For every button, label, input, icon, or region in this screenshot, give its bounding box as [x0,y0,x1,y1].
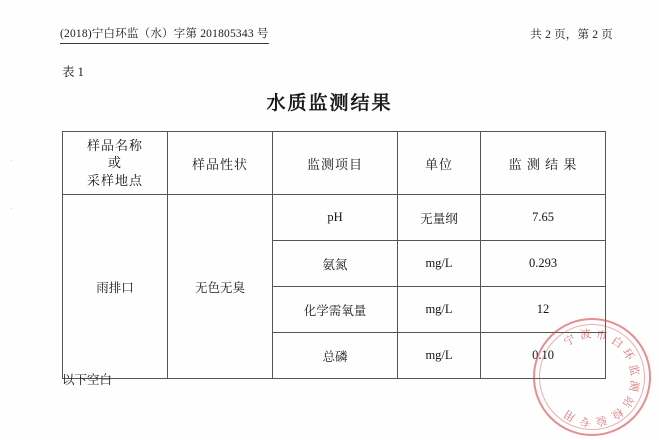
cell-monitor-item: pH [273,195,398,241]
seal-character: 市 [594,328,609,344]
cell-monitor-item: 总磷 [273,333,398,379]
cell-sample-property: 无色无臭 [168,195,273,379]
column-header-line3: 采样地点 [86,172,143,188]
cell-sample-name: 雨排口 [63,195,168,379]
table-row [63,195,606,241]
column-header-result: 监 测 结 果 [481,132,606,195]
table-label: 表 1 [62,65,84,79]
column-header-sample-property: 样品性状 [168,132,273,195]
seal-character: 白 [608,334,625,352]
seal-character: 波 [578,327,592,343]
seal-character: 检 [608,404,625,422]
page-number-info: 共 2 页，第 2 页 [530,29,613,41]
seal-character: 宁 [561,331,578,349]
seal-character: 验 [594,412,609,428]
margin-mark-2: · [10,205,13,213]
cell-unit: mg/L [398,241,481,287]
footer-note: 以下空白 [62,373,113,387]
seal-character: 监 [626,363,642,377]
margin-mark-1: · [10,157,13,165]
cell-result: 0.293 [481,241,606,287]
table-body [63,195,606,379]
table-header-row [63,132,606,195]
column-header-unit: 单位 [398,132,481,195]
cell-unit: mg/L [398,287,481,333]
cell-monitor-item: 氨氮 [273,241,398,287]
cell-unit: 无量纲 [398,195,481,241]
seal-character: 环 [619,346,637,363]
document-number: (2018)宁白环监（水）字第 201805343 号 [60,25,269,44]
cell-result: 0.10 [481,333,606,379]
page-title: 水质监测结果 [266,92,393,114]
column-header-sample-name [63,132,168,195]
water-quality-results-table [62,131,606,379]
page-header [0,22,659,44]
cell-unit: mg/L [398,333,481,379]
cell-monitor-item: 化学需氧量 [273,287,398,333]
cell-result: 12 [481,287,606,333]
seal-character: 测 [626,379,642,393]
column-header-line2: 或 [107,155,122,171]
column-header-monitor-item: 监测项目 [273,132,398,195]
seal-character: 站 [619,393,637,410]
column-header-line1: 样品名称 [86,137,143,153]
seal-character: 用 [561,407,578,425]
table-row [63,132,606,195]
seal-character: 专 [578,413,592,429]
cell-result: 7.65 [481,195,606,241]
